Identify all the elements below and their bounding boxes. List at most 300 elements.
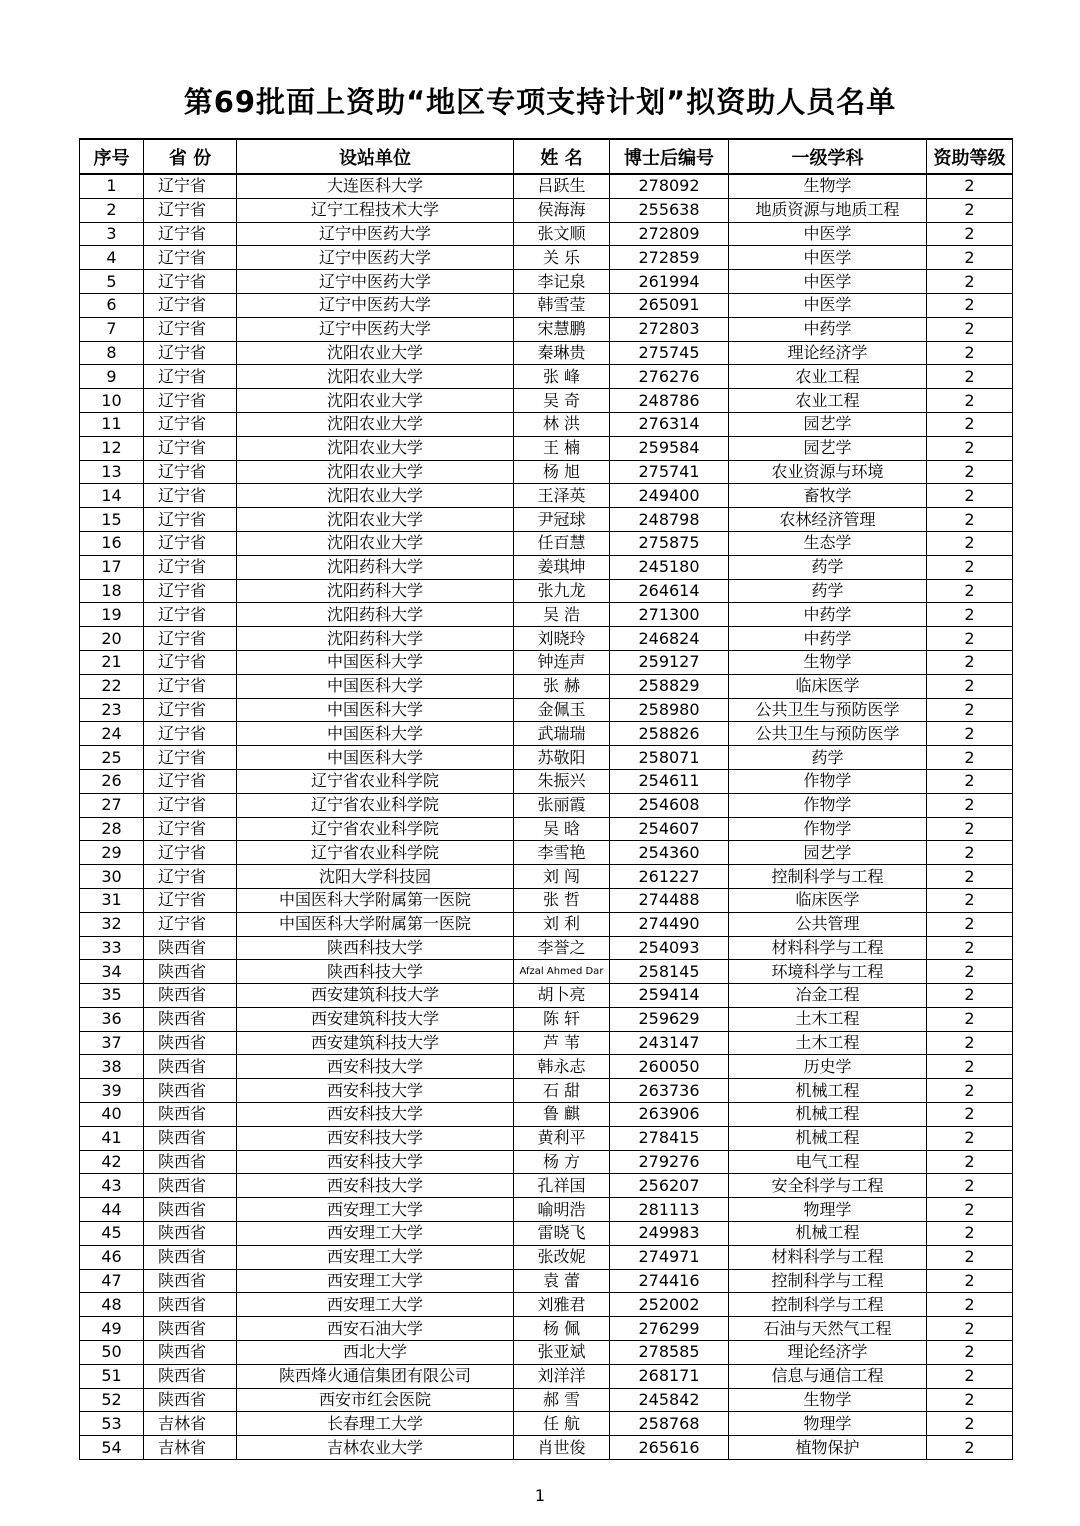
cell-province: 陕西省 (144, 984, 237, 1008)
cell-discipline: 公共卫生与预防医学 (729, 698, 927, 722)
table-row (80, 650, 1013, 674)
cell-name: 王泽英 (514, 484, 610, 508)
cell-index: 20 (80, 627, 144, 651)
cell-index: 46 (80, 1245, 144, 1269)
table-row (80, 936, 1013, 960)
cell-grade: 2 (927, 936, 1013, 960)
cell-index: 35 (80, 984, 144, 1008)
cell-institution: 西安建筑科技大学 (237, 984, 514, 1008)
table-row (80, 174, 1013, 198)
cell-postdoc-id: 274488 (610, 888, 729, 912)
cell-name: 张 哲 (514, 888, 610, 912)
cell-postdoc-id: 275875 (610, 531, 729, 555)
cell-index: 42 (80, 1150, 144, 1174)
cell-index: 7 (80, 317, 144, 341)
cell-name: 吴 晗 (514, 817, 610, 841)
cell-institution: 辽宁省农业科学院 (237, 793, 514, 817)
cell-index: 9 (80, 365, 144, 389)
table-row (80, 365, 1013, 389)
cell-province: 陕西省 (144, 1079, 237, 1103)
cell-discipline: 农业工程 (729, 389, 927, 413)
cell-grade: 2 (927, 1150, 1013, 1174)
cell-name: 刘晓玲 (514, 627, 610, 651)
cell-institution: 西安建筑科技大学 (237, 1007, 514, 1031)
cell-postdoc-id: 260050 (610, 1055, 729, 1079)
cell-province: 辽宁省 (144, 888, 237, 912)
funding-list-table (79, 138, 1013, 1460)
cell-discipline: 控制科学与工程 (729, 865, 927, 889)
cell-index: 1 (80, 174, 144, 198)
cell-postdoc-id: 259127 (610, 650, 729, 674)
cell-institution: 辽宁省农业科学院 (237, 817, 514, 841)
cell-institution: 中国医科大学附属第一医院 (237, 912, 514, 936)
cell-discipline: 机械工程 (729, 1103, 927, 1127)
cell-postdoc-id: 265091 (610, 293, 729, 317)
cell-province: 陕西省 (144, 1150, 237, 1174)
cell-discipline: 中医学 (729, 293, 927, 317)
cell-institution: 陕西科技大学 (237, 936, 514, 960)
header-province: 省 份 (144, 139, 237, 174)
cell-postdoc-id: 258071 (610, 746, 729, 770)
cell-postdoc-id: 272809 (610, 222, 729, 246)
cell-name: 武瑞瑞 (514, 722, 610, 746)
cell-postdoc-id: 254093 (610, 936, 729, 960)
cell-name: 刘 闯 (514, 865, 610, 889)
cell-name: 芦 苇 (514, 1031, 610, 1055)
cell-grade: 2 (927, 1079, 1013, 1103)
cell-index: 45 (80, 1222, 144, 1246)
cell-province: 辽宁省 (144, 817, 237, 841)
cell-grade: 2 (927, 246, 1013, 270)
cell-index: 4 (80, 246, 144, 270)
cell-institution: 西安科技大学 (237, 1103, 514, 1127)
cell-province: 辽宁省 (144, 746, 237, 770)
cell-province: 陕西省 (144, 1174, 237, 1198)
cell-discipline: 安全科学与工程 (729, 1174, 927, 1198)
cell-name: 刘雅君 (514, 1293, 610, 1317)
table-row (80, 341, 1013, 365)
cell-grade: 2 (927, 722, 1013, 746)
cell-discipline: 物理学 (729, 1198, 927, 1222)
cell-grade: 2 (927, 627, 1013, 651)
cell-name: 杨 佩 (514, 1317, 610, 1341)
cell-grade: 2 (927, 508, 1013, 532)
cell-name: 吴 奇 (514, 389, 610, 413)
table-row (80, 674, 1013, 698)
cell-institution: 陕西科技大学 (237, 960, 514, 984)
cell-institution: 沈阳农业大学 (237, 341, 514, 365)
cell-grade: 2 (927, 555, 1013, 579)
cell-province: 辽宁省 (144, 341, 237, 365)
cell-institution: 西安理工大学 (237, 1269, 514, 1293)
cell-name: 陈 轩 (514, 1007, 610, 1031)
cell-discipline: 机械工程 (729, 1079, 927, 1103)
cell-postdoc-id: 248798 (610, 508, 729, 532)
cell-institution: 西安理工大学 (237, 1293, 514, 1317)
cell-province: 陕西省 (144, 936, 237, 960)
cell-index: 16 (80, 531, 144, 555)
table-row (80, 293, 1013, 317)
cell-discipline: 农林经济管理 (729, 508, 927, 532)
table-row (80, 984, 1013, 1008)
cell-postdoc-id: 249400 (610, 484, 729, 508)
cell-grade: 2 (927, 436, 1013, 460)
cell-discipline: 生态学 (729, 531, 927, 555)
table-row (80, 722, 1013, 746)
table-row (80, 389, 1013, 413)
cell-province: 陕西省 (144, 1245, 237, 1269)
cell-postdoc-id: 279276 (610, 1150, 729, 1174)
cell-discipline: 园艺学 (729, 841, 927, 865)
cell-institution: 辽宁工程技术大学 (237, 198, 514, 222)
cell-discipline: 控制科学与工程 (729, 1293, 927, 1317)
cell-postdoc-id: 263736 (610, 1079, 729, 1103)
cell-index: 11 (80, 412, 144, 436)
cell-index: 10 (80, 389, 144, 413)
cell-index: 27 (80, 793, 144, 817)
cell-name: 吕跃生 (514, 174, 610, 198)
cell-discipline: 公共卫生与预防医学 (729, 722, 927, 746)
table-row (80, 531, 1013, 555)
cell-postdoc-id: 261227 (610, 865, 729, 889)
cell-grade: 2 (927, 793, 1013, 817)
cell-name: 黄利平 (514, 1126, 610, 1150)
cell-province: 辽宁省 (144, 317, 237, 341)
cell-index: 32 (80, 912, 144, 936)
cell-grade: 2 (927, 674, 1013, 698)
cell-discipline: 农业工程 (729, 365, 927, 389)
cell-province: 辽宁省 (144, 841, 237, 865)
header-postdoc-id: 博士后编号 (610, 139, 729, 174)
table-row (80, 1103, 1013, 1127)
cell-index: 41 (80, 1126, 144, 1150)
cell-institution: 大连医科大学 (237, 174, 514, 198)
cell-postdoc-id: 271300 (610, 603, 729, 627)
cell-name: 金佩玉 (514, 698, 610, 722)
cell-grade: 2 (927, 174, 1013, 198)
cell-discipline: 机械工程 (729, 1222, 927, 1246)
cell-institution: 沈阳农业大学 (237, 412, 514, 436)
cell-province: 陕西省 (144, 1007, 237, 1031)
cell-discipline: 理论经济学 (729, 341, 927, 365)
cell-grade: 2 (927, 1174, 1013, 1198)
cell-postdoc-id: 272803 (610, 317, 729, 341)
cell-discipline: 中医学 (729, 270, 927, 294)
cell-institution: 西安市红会医院 (237, 1388, 514, 1412)
cell-province: 陕西省 (144, 1055, 237, 1079)
cell-postdoc-id: 259584 (610, 436, 729, 460)
cell-discipline: 畜牧学 (729, 484, 927, 508)
header-institution: 设站单位 (237, 139, 514, 174)
cell-name: 钟连声 (514, 650, 610, 674)
cell-grade: 2 (927, 1293, 1013, 1317)
cell-province: 辽宁省 (144, 698, 237, 722)
table-row (80, 1174, 1013, 1198)
cell-institution: 沈阳农业大学 (237, 365, 514, 389)
cell-discipline: 园艺学 (729, 436, 927, 460)
cell-index: 49 (80, 1317, 144, 1341)
cell-postdoc-id: 245842 (610, 1388, 729, 1412)
cell-name: 韩永志 (514, 1055, 610, 1079)
cell-institution: 辽宁中医药大学 (237, 246, 514, 270)
cell-grade: 2 (927, 960, 1013, 984)
cell-index: 2 (80, 198, 144, 222)
cell-discipline: 物理学 (729, 1412, 927, 1436)
cell-grade: 2 (927, 1364, 1013, 1388)
cell-name: 侯海海 (514, 198, 610, 222)
cell-discipline: 中医学 (729, 222, 927, 246)
cell-postdoc-id: 276276 (610, 365, 729, 389)
cell-postdoc-id: 259629 (610, 1007, 729, 1031)
cell-grade: 2 (927, 698, 1013, 722)
cell-name: 张 峰 (514, 365, 610, 389)
table-row (80, 555, 1013, 579)
cell-institution: 西安建筑科技大学 (237, 1031, 514, 1055)
cell-institution: 辽宁中医药大学 (237, 222, 514, 246)
cell-grade: 2 (927, 1269, 1013, 1293)
cell-name: 苏敬阳 (514, 746, 610, 770)
cell-institution: 沈阳药科大学 (237, 555, 514, 579)
cell-discipline: 生物学 (729, 1388, 927, 1412)
cell-name: 任 航 (514, 1412, 610, 1436)
cell-name: 吴 浩 (514, 603, 610, 627)
cell-institution: 中国医科大学 (237, 698, 514, 722)
cell-discipline: 药学 (729, 555, 927, 579)
cell-institution: 陕西烽火通信集团有限公司 (237, 1364, 514, 1388)
cell-discipline: 作物学 (729, 817, 927, 841)
cell-discipline: 园艺学 (729, 412, 927, 436)
cell-discipline: 药学 (729, 746, 927, 770)
cell-province: 辽宁省 (144, 484, 237, 508)
cell-institution: 西安科技大学 (237, 1126, 514, 1150)
table-row (80, 1388, 1013, 1412)
cell-grade: 2 (927, 912, 1013, 936)
cell-institution: 辽宁省农业科学院 (237, 769, 514, 793)
cell-province: 吉林省 (144, 1436, 237, 1460)
cell-province: 陕西省 (144, 1222, 237, 1246)
cell-discipline: 生物学 (729, 650, 927, 674)
cell-institution: 沈阳药科大学 (237, 579, 514, 603)
cell-grade: 2 (927, 1388, 1013, 1412)
cell-institution: 西安科技大学 (237, 1174, 514, 1198)
cell-discipline: 作物学 (729, 793, 927, 817)
cell-postdoc-id: 248786 (610, 389, 729, 413)
cell-index: 47 (80, 1269, 144, 1293)
cell-discipline: 冶金工程 (729, 984, 927, 1008)
table-row (80, 746, 1013, 770)
table-row (80, 1412, 1013, 1436)
cell-province: 辽宁省 (144, 246, 237, 270)
table-row (80, 436, 1013, 460)
cell-grade: 2 (927, 603, 1013, 627)
cell-index: 26 (80, 769, 144, 793)
cell-institution: 沈阳药科大学 (237, 627, 514, 651)
cell-name: 秦琳贵 (514, 341, 610, 365)
cell-province: 辽宁省 (144, 222, 237, 246)
cell-name: 关 乐 (514, 246, 610, 270)
cell-province: 辽宁省 (144, 579, 237, 603)
cell-grade: 2 (927, 984, 1013, 1008)
cell-grade: 2 (927, 341, 1013, 365)
cell-name: 尹冠球 (514, 508, 610, 532)
cell-discipline: 石油与天然气工程 (729, 1317, 927, 1341)
cell-postdoc-id: 249983 (610, 1222, 729, 1246)
cell-postdoc-id: 254611 (610, 769, 729, 793)
cell-discipline: 材料科学与工程 (729, 1245, 927, 1269)
table-row (80, 317, 1013, 341)
cell-institution: 沈阳药科大学 (237, 603, 514, 627)
cell-index: 3 (80, 222, 144, 246)
cell-index: 15 (80, 508, 144, 532)
cell-grade: 2 (927, 769, 1013, 793)
cell-discipline: 植物保护 (729, 1436, 927, 1460)
cell-institution: 沈阳农业大学 (237, 531, 514, 555)
cell-postdoc-id: 252002 (610, 1293, 729, 1317)
cell-discipline: 电气工程 (729, 1150, 927, 1174)
cell-grade: 2 (927, 1222, 1013, 1246)
cell-name: 韩雪莹 (514, 293, 610, 317)
table-row (80, 627, 1013, 651)
cell-province: 辽宁省 (144, 436, 237, 460)
table-row (80, 460, 1013, 484)
cell-name: 雷晓飞 (514, 1222, 610, 1246)
cell-discipline: 临床医学 (729, 674, 927, 698)
cell-grade: 2 (927, 888, 1013, 912)
cell-postdoc-id: 261994 (610, 270, 729, 294)
cell-province: 陕西省 (144, 1293, 237, 1317)
cell-province: 辽宁省 (144, 389, 237, 413)
cell-institution: 中国医科大学 (237, 746, 514, 770)
cell-index: 5 (80, 270, 144, 294)
cell-grade: 2 (927, 1007, 1013, 1031)
cell-institution: 辽宁省农业科学院 (237, 841, 514, 865)
cell-postdoc-id: 254608 (610, 793, 729, 817)
table-row (80, 960, 1013, 984)
cell-postdoc-id: 245180 (610, 555, 729, 579)
cell-province: 辽宁省 (144, 793, 237, 817)
cell-name: 喻明浩 (514, 1198, 610, 1222)
cell-grade: 2 (927, 1412, 1013, 1436)
cell-name: Afzal Ahmed Dar (514, 960, 610, 984)
cell-name: 李誉之 (514, 936, 610, 960)
header-index: 序号 (80, 139, 144, 174)
table-row (80, 1222, 1013, 1246)
cell-discipline: 机械工程 (729, 1126, 927, 1150)
cell-province: 辽宁省 (144, 722, 237, 746)
table-row (80, 817, 1013, 841)
cell-postdoc-id: 278092 (610, 174, 729, 198)
table-row (80, 1126, 1013, 1150)
cell-postdoc-id: 256207 (610, 1174, 729, 1198)
cell-discipline: 理论经济学 (729, 1341, 927, 1365)
cell-index: 48 (80, 1293, 144, 1317)
cell-institution: 长春理工大学 (237, 1412, 514, 1436)
cell-name: 李记泉 (514, 270, 610, 294)
table-row (80, 1317, 1013, 1341)
cell-name: 胡卜亮 (514, 984, 610, 1008)
cell-institution: 中国医科大学 (237, 650, 514, 674)
cell-postdoc-id: 274490 (610, 912, 729, 936)
cell-name: 宋慧鹏 (514, 317, 610, 341)
cell-index: 14 (80, 484, 144, 508)
cell-discipline: 控制科学与工程 (729, 1269, 927, 1293)
cell-grade: 2 (927, 365, 1013, 389)
cell-discipline: 作物学 (729, 769, 927, 793)
table-row (80, 1245, 1013, 1269)
table-row (80, 246, 1013, 270)
cell-index: 13 (80, 460, 144, 484)
page-number: 1 (534, 1486, 546, 1505)
cell-discipline: 环境科学与工程 (729, 960, 927, 984)
cell-index: 54 (80, 1436, 144, 1460)
cell-discipline: 材料科学与工程 (729, 936, 927, 960)
cell-discipline: 历史学 (729, 1055, 927, 1079)
cell-province: 辽宁省 (144, 555, 237, 579)
cell-grade: 2 (927, 1031, 1013, 1055)
cell-postdoc-id: 265616 (610, 1436, 729, 1460)
table-row (80, 198, 1013, 222)
table-row (80, 484, 1013, 508)
cell-name: 肖世俊 (514, 1436, 610, 1460)
cell-grade: 2 (927, 317, 1013, 341)
cell-postdoc-id: 278415 (610, 1126, 729, 1150)
cell-institution: 中国医科大学 (237, 722, 514, 746)
cell-institution: 西北大学 (237, 1341, 514, 1365)
cell-discipline: 地质资源与地质工程 (729, 198, 927, 222)
cell-grade: 2 (927, 531, 1013, 555)
cell-name: 石 甜 (514, 1079, 610, 1103)
cell-province: 辽宁省 (144, 198, 237, 222)
cell-postdoc-id: 264614 (610, 579, 729, 603)
table-row (80, 841, 1013, 865)
cell-name: 杨 旭 (514, 460, 610, 484)
cell-province: 辽宁省 (144, 865, 237, 889)
cell-name: 姜琪坤 (514, 555, 610, 579)
cell-province: 辽宁省 (144, 365, 237, 389)
cell-province: 辽宁省 (144, 650, 237, 674)
cell-postdoc-id: 276314 (610, 412, 729, 436)
table-row (80, 1198, 1013, 1222)
cell-index: 31 (80, 888, 144, 912)
cell-province: 陕西省 (144, 1198, 237, 1222)
cell-name: 林 洪 (514, 412, 610, 436)
cell-province: 陕西省 (144, 1126, 237, 1150)
cell-name: 刘 利 (514, 912, 610, 936)
cell-index: 30 (80, 865, 144, 889)
cell-discipline: 生物学 (729, 174, 927, 198)
cell-index: 6 (80, 293, 144, 317)
cell-index: 39 (80, 1079, 144, 1103)
cell-index: 38 (80, 1055, 144, 1079)
cell-postdoc-id: 258145 (610, 960, 729, 984)
cell-grade: 2 (927, 817, 1013, 841)
cell-grade: 2 (927, 389, 1013, 413)
cell-index: 17 (80, 555, 144, 579)
cell-index: 19 (80, 603, 144, 627)
header-discipline: 一级学科 (729, 139, 927, 174)
cell-institution: 西安石油大学 (237, 1317, 514, 1341)
cell-index: 51 (80, 1364, 144, 1388)
cell-institution: 辽宁中医药大学 (237, 270, 514, 294)
table-row (80, 912, 1013, 936)
cell-name: 刘洋洋 (514, 1364, 610, 1388)
cell-index: 25 (80, 746, 144, 770)
cell-institution: 西安科技大学 (237, 1150, 514, 1174)
cell-grade: 2 (927, 1198, 1013, 1222)
cell-index: 34 (80, 960, 144, 984)
cell-postdoc-id: 268171 (610, 1364, 729, 1388)
cell-province: 陕西省 (144, 1269, 237, 1293)
